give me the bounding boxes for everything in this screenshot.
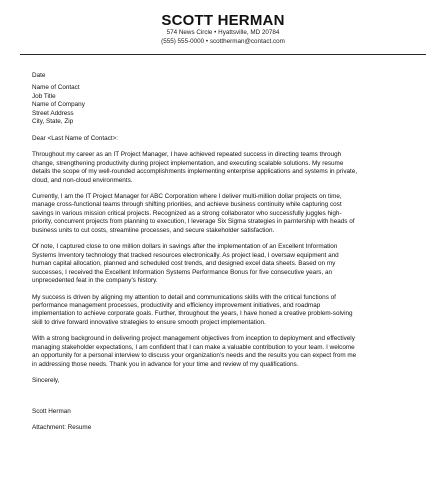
recipient-line: Name of Contact	[32, 84, 80, 92]
paragraph-line: Throughout my career as an IT Project Manager, I have achieved repeated success in directing teams through	[32, 151, 342, 159]
paragraph-line: implementation to achieve corporate goals. Further, throughout the years, I have honed a creative problem-solving	[32, 310, 353, 318]
paragraph-line: Systems Inventory technology that tracked resources electronically. As project lead, I oversaw equipment and	[32, 251, 339, 259]
paragraph	[32, 243, 416, 285]
paragraph-line: Currently, I am the IT Project Manager for ABC Corporation where I deliver multi-million dollar projects on time,	[32, 192, 342, 200]
paragraph-line: in addressing those needs. Thank you in advance for your time and review of my qualifications.	[32, 360, 299, 368]
paragraph-line: cloud, and non-cloud environments.	[32, 176, 133, 184]
sender-contact: (555) 555-0000 • scottherman@contact.com	[161, 37, 285, 45]
paragraph	[32, 151, 416, 185]
paragraph-line: My success is driven by aligning my attention to detail and communications skills with the critical functions of	[32, 293, 336, 301]
paragraph-line: priority, concurrent projects from planning to execution, I leverage Six Sigma strategies in parntership with heads of	[32, 218, 355, 226]
paragraph-line: business units to cut costs, streamline processes, and secure stakeholder satisfaction.	[32, 226, 275, 234]
paragraph-line: details the scope of my well-rounded accomplishments implementing enterprise applications and systems in private,	[32, 168, 358, 176]
recipient-line: Job Title	[32, 92, 56, 100]
salutation: Dear <Last Name of Contact>:	[32, 134, 119, 142]
paragraph-line: savings in various mission critical projects. Recognized as a strong collaborator who successfully juggles high-	[32, 209, 342, 217]
recipient-block	[32, 84, 416, 126]
paragraph-line: managing stakeholder expectations, I am confident that I can make a valuable contribution to your team. I welcome	[32, 343, 355, 351]
closing: Sincerely,	[32, 377, 60, 385]
attachment-note: Attachment: Resume	[32, 424, 92, 432]
paragraph-line: skill to drive forward innovative strategies to ensure smooth project implementation.	[32, 318, 266, 326]
paragraph-line: performance management processes, productivity and efficiency improvement initiatives, and roadmap	[32, 301, 321, 309]
header-divider	[20, 54, 426, 55]
recipient-line: Street Address	[32, 109, 74, 117]
letter-date: Date	[32, 72, 46, 79]
paragraph-line: an opportunity for a personal interview to discuss your organization's needs and the results you can expect from me	[32, 352, 357, 360]
sender-name: SCOTT HERMAN	[161, 12, 285, 29]
recipient-line: City, State, Zip	[32, 118, 74, 126]
sender-address: 574 News Circle • Hyattsville, MD 20784	[166, 29, 280, 36]
paragraph	[32, 193, 416, 235]
paragraph-line: successes, I received the Excellent Information Systems Performance Bonus for five consecutive years, an	[32, 268, 333, 276]
paragraph-line: Of note, I captured close to one million dollars in savings after the implementation of an Excellent Information	[32, 243, 338, 251]
paragraph-line: manage cross-functional teams through shifting priorities, and achieve business continuity while capturing cost	[32, 201, 342, 209]
paragraph-line: unprecedented feat in the company's history.	[32, 277, 158, 285]
paragraph-line: human capital allocation, planned and scheduled cost trends, and designed excel data sheets. Based on my	[32, 260, 336, 268]
paragraph	[32, 294, 416, 328]
recipient-line: Name of Company	[32, 101, 85, 109]
paragraph-line: With a strong background in delivering project management objectives from inception to deployment and effectively	[32, 335, 355, 343]
letter-body	[32, 72, 416, 433]
paragraph-line: change, strengthening productivity during project implementation, and executing scalable solutions. My resume	[32, 159, 344, 167]
letterhead	[0, 12, 446, 46]
paragraph	[32, 335, 416, 369]
signature-name: Scott Herman	[32, 407, 71, 415]
